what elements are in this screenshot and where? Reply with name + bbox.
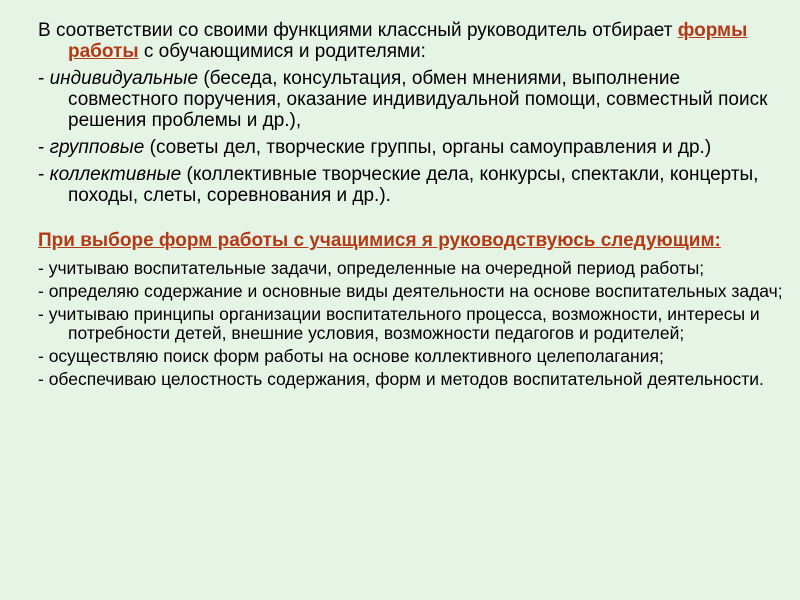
form-item-group [38,137,783,158]
intro-highlight: формы работы [68,20,748,62]
form-term: индивидуальные [49,68,199,89]
principle-item: - определяю содержание и основные виды деятельности на основе воспитательных задач; [38,281,783,301]
principle-item: - осуществляю поиск форм работы на основе коллективного целеполагания; [38,346,664,366]
slide-content [38,20,783,393]
form-item-collective [38,164,783,206]
form-item-individual [38,68,783,131]
principle-item: - обеспечиваю целостность содержания, форм и методов воспитательной деятельности. [38,369,764,389]
section-heading: При выборе форм работы с учащимися я руководствуюсь следующим: [38,230,721,251]
principle-item: - учитываю воспитательные задачи, определенные на очередной период работы; [38,258,705,278]
principle-item: - учитываю принципы организации воспитательного процесса, возможности, интересы и потребности детей, внешние условия, возможности педагогов и родителей; [38,304,760,343]
form-prefix: - [38,137,50,158]
intro-text-before: В соответствии со своими функциями классный руководитель отбирает [38,20,678,41]
form-term: групповые [49,137,145,158]
form-description: (беседа, консультация, обмен мнениями, выполнение совместного поручения, оказание индивидуальной помощи, совместный поиск решения проблемы и др.), [68,68,768,131]
form-prefix: - [38,164,50,185]
form-description: (советы дел, творческие группы, органы самоуправления и др.) [144,137,712,158]
intro-text-after: с обучающимися и родителями: [138,41,426,62]
form-term: коллективные [49,164,182,185]
intro-paragraph [38,20,783,62]
form-description: (коллективные творческие дела, конкурсы, спектакли, концерты, походы, слеты, соревнования и др.). [68,164,759,206]
form-prefix: - [38,68,50,89]
